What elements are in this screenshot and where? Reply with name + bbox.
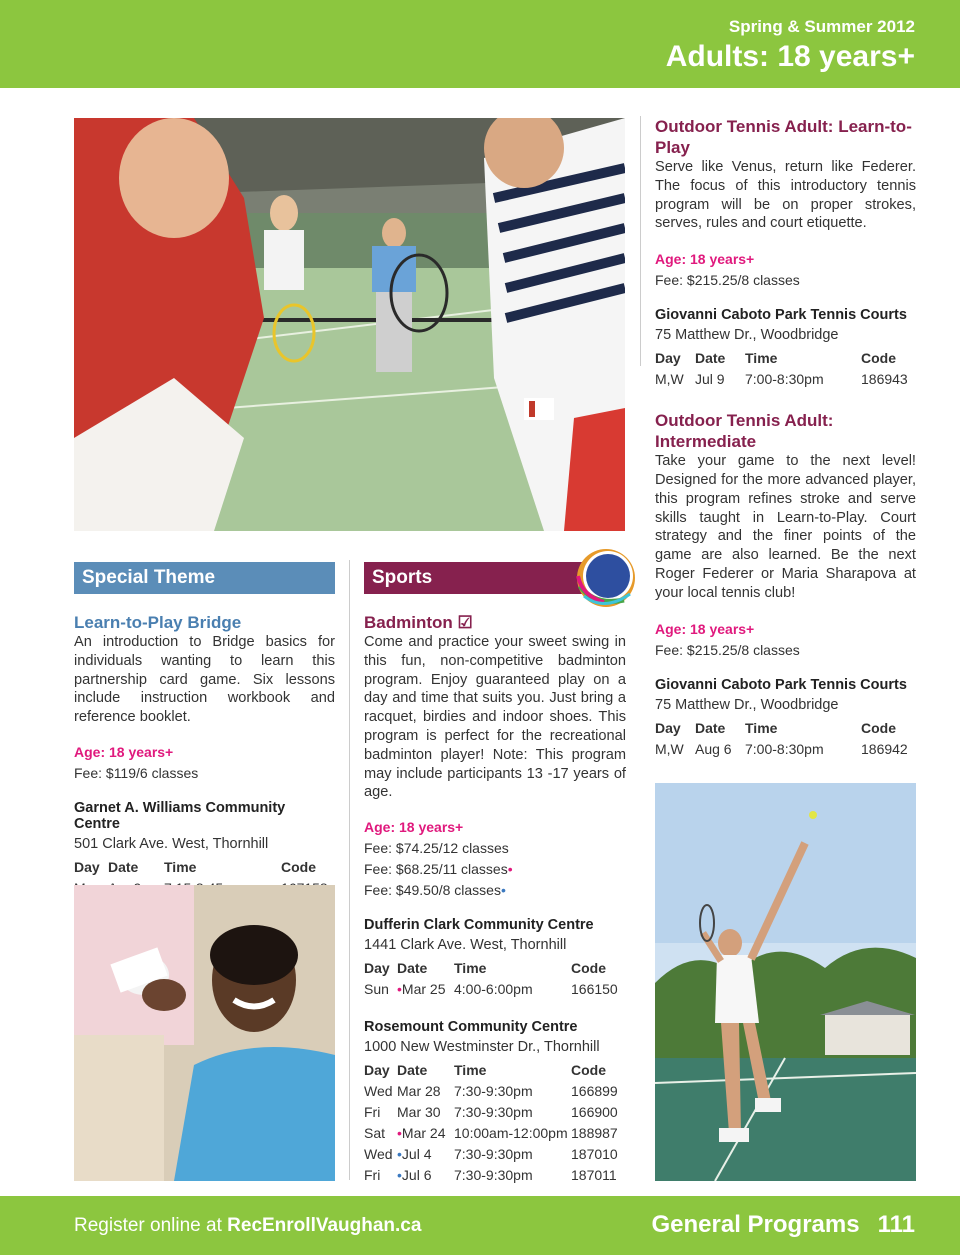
column-divider [349,560,350,1180]
col-code: Code [571,1062,606,1079]
col-code: Code [571,960,606,977]
location-name: Giovanni Caboto Park Tennis Courts [655,676,907,693]
age-label: Age: 18 years+ [655,251,755,268]
col-day: Day [364,960,390,977]
cell-date [397,1165,454,1186]
cell-time: 7:00-8:30pm [745,740,824,757]
photo-indoor-tennis [74,118,625,531]
col-time: Time [454,960,487,977]
fee-text: Fee: $68.25/11 classes [364,861,508,878]
cell-code: 166899 [571,1083,618,1100]
photo-tennis-serve [655,783,916,1181]
photo-bridge-cards [74,885,335,1181]
col-code: Code [281,858,316,875]
col-date: Date [397,960,428,977]
table-row [364,1102,618,1123]
checkbox-icon: ☑ [457,613,473,632]
cell-day: M,W [655,371,684,388]
table-row [364,979,618,1000]
page-number: 111 [877,1211,915,1238]
cell-day: Sun [364,981,389,998]
section-band-sports: Sports [364,562,604,594]
page-footer [0,1196,960,1255]
table-row [364,1123,618,1144]
col-date: Date [695,350,726,367]
program-description: An introduction to Bridge basics for individuals wanting to learn this partnership card game. Six lessons include instruction workbook and reference booklet. [74,634,335,726]
col-day: Day [74,858,100,875]
pink-dot-icon: • [507,861,513,878]
column-divider [640,116,641,366]
tennis-column [655,116,916,760]
cell-day: Wed [364,1083,393,1100]
fee-text: Fee: $49.50/8 classes [364,882,501,899]
cell-date [397,1081,454,1102]
program-description: Serve like Venus, return like Federer. The focus of this introductory tennis program will be on proper strokes, serves, rules and court etiquette. [655,159,916,232]
register-text [74,1215,421,1237]
table-row [364,1144,618,1165]
section-band-special-theme: Special Theme [74,562,335,594]
cell-code: 166900 [571,1104,618,1121]
cell-date [397,1144,454,1165]
cell-day: Wed [364,1146,393,1163]
cell-time: 7:30-9:30pm [454,1167,533,1184]
table-row [655,369,908,390]
cell-code: 187011 [571,1167,617,1184]
fee-label [364,882,626,898]
bridge-column [74,612,335,899]
fee-text: Fee: $74.25/12 classes [364,840,509,857]
schedule-table [655,348,908,390]
page-title: Adults: 18 years+ [665,40,915,73]
location-address: 1000 New Westminster Dr., Thornhill [364,1039,600,1056]
age-label: Age: 18 years+ [74,743,174,760]
cell-code: 188987 [571,1125,618,1142]
program-title-label: Badminton [364,613,453,632]
cell-code: 186943 [861,371,908,388]
date-text: Mar 28 [397,1083,441,1100]
date-text: Mar 30 [397,1104,441,1121]
fee-label: Fee: $215.25/8 classes [655,272,800,289]
cell-day: M,W [655,740,684,757]
cell-day: Fri [364,1167,381,1184]
date-text: Mar 24 [401,1125,446,1142]
cell-code: 187010 [571,1146,618,1163]
blue-dot-icon: • [397,1167,402,1184]
cell-date [397,979,454,1000]
fee-label: Fee: $215.25/8 classes [655,641,800,658]
col-day: Day [655,350,681,367]
col-time: Time [745,350,778,367]
badminton-column [364,612,626,1186]
location-address: 75 Matthew Dr., Woodbridge [655,327,839,344]
cell-time: 7:30-9:30pm [454,1083,533,1100]
cell-code: 186942 [861,740,908,757]
footer-section [652,1211,916,1239]
col-date: Date [397,1062,428,1079]
page-header [0,0,960,88]
cell-day: Sat [364,1125,386,1142]
cell-day: Fri [364,1104,381,1121]
pink-dot-icon: • [397,981,402,998]
fee-label [364,861,626,877]
swirl-logo-icon [574,546,638,610]
location-name: Giovanni Caboto Park Tennis Courts [655,307,907,324]
register-link[interactable]: RecEnrollVaughan.ca [227,1215,422,1236]
cell-time: 10:00am-12:00pm [454,1125,568,1142]
cell-date: Jul 9 [695,371,725,388]
program-title-tennis-int: Outdoor Tennis Adult: Intermediate [655,411,834,452]
col-code: Code [861,350,896,367]
cell-date [397,1123,454,1144]
cell-time: 4:00-6:00pm [454,981,533,998]
cell-time: 7:30-9:30pm [454,1146,533,1163]
blue-dot-icon: • [500,882,506,899]
section-name: General Programs [651,1211,860,1238]
location-name: Dufferin Clark Community Centre [364,917,594,934]
program-title-tennis-ltp: Outdoor Tennis Adult: Learn-to-Play [655,117,912,157]
fee-label: Fee: $119/6 classes [74,764,199,781]
pink-dot-icon: • [397,1125,402,1142]
location-address: 1441 Clark Ave. West, Thornhill [364,937,567,954]
col-time: Time [454,1062,487,1079]
table-row [364,1081,618,1102]
location-address: 75 Matthew Dr., Woodbridge [655,696,839,713]
date-text: Jul 4 [401,1146,432,1163]
col-time: Time [164,858,197,875]
col-day: Day [364,1062,390,1079]
blue-dot-icon: • [397,1146,402,1163]
program-description: Take your game to the next level! Designed for the more advanced player, this program refines stroke and serve skills taught in Learn-to-Play. Court strategy and the finer points of the game are also learned. Be the next Roger Federer or Maria Sharapova at your local tennis club! [655,453,916,601]
table-row [364,1165,618,1186]
schedule-table [655,718,908,760]
col-code: Code [861,719,896,736]
location-name: Garnet A. Williams Community Centre [74,799,286,832]
col-date: Date [108,858,139,875]
date-text: Mar 25 [401,981,446,998]
program-title-bridge: Learn-to-Play Bridge [74,613,242,632]
col-date: Date [695,719,726,736]
table-row [655,739,908,760]
schedule-table [364,1060,618,1186]
program-title-badminton [364,612,626,633]
schedule-table [364,958,618,1000]
col-time: Time [745,719,778,736]
cell-time: 7:30-9:30pm [454,1104,533,1121]
season-label: Spring & Summer 2012 [728,17,915,36]
cell-time: 7:00-8:30pm [745,371,824,388]
location-name: Rosemount Community Centre [364,1019,578,1036]
age-label: Age: 18 years+ [364,819,464,836]
location-address: 501 Clark Ave. West, Thornhill [74,835,269,852]
date-text: Jul 6 [401,1167,432,1184]
cell-date: Aug 6 [695,740,732,757]
fee-label [364,840,626,856]
col-day: Day [655,719,681,736]
program-description: Come and practice your sweet swing in this fun, non-competitive badminton program. Enjoy guaranteed play on a day and time that suits you. Just bring a racquet, birdies and indoor shoes. This program is perfect for the recreational badminton player! Note: This program may include participants 13 -17 years of age. [364,634,626,801]
age-label: Age: 18 years+ [655,620,755,637]
cell-code: 166150 [571,981,618,998]
register-prefix: Register online at [74,1215,228,1236]
cell-date [397,1102,454,1123]
